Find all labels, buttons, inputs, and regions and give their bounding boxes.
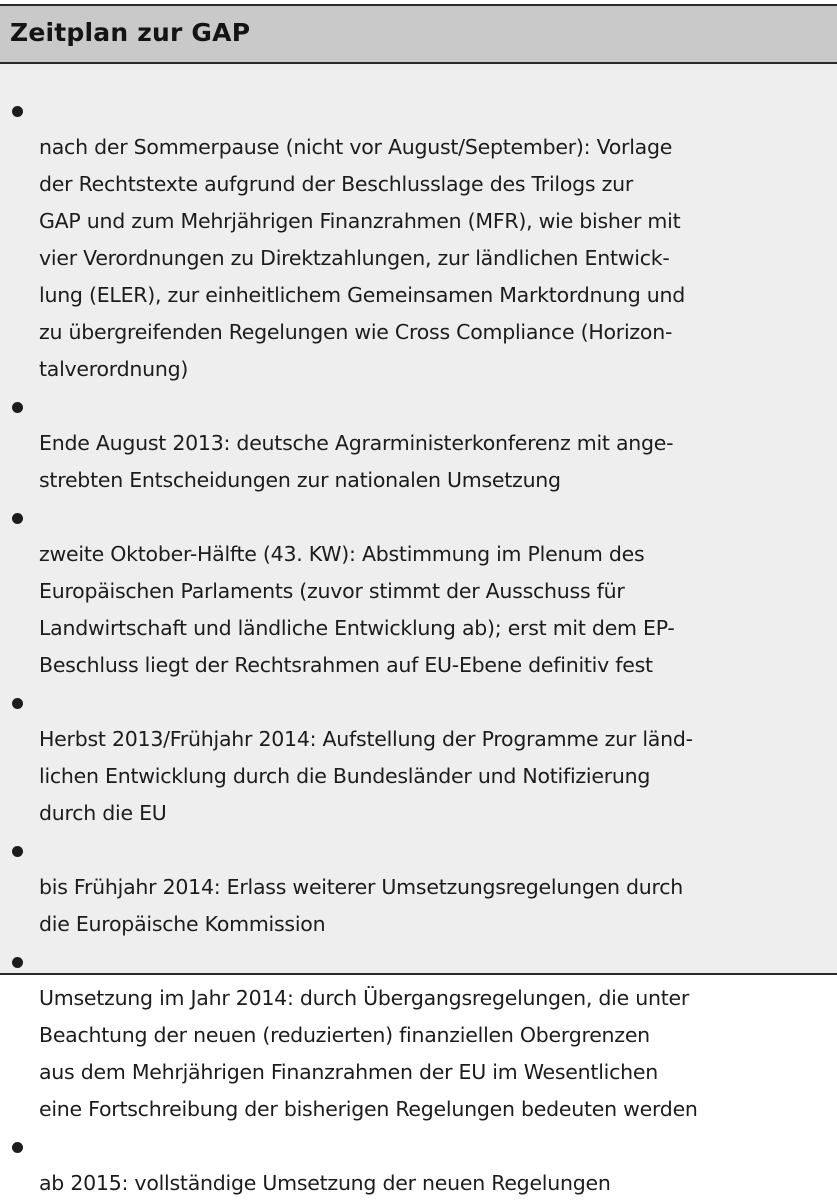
list-item xyxy=(0,388,837,499)
list-item xyxy=(0,1128,837,1202)
list-item xyxy=(0,832,837,943)
bullet-icon xyxy=(12,402,23,413)
list-item-text: ab 2015: vollständige Umsetzung der neuen Regelungen xyxy=(39,1171,611,1195)
list-item xyxy=(0,943,837,1128)
box-title: Zeitplan zur GAP xyxy=(10,18,251,47)
bullet-icon xyxy=(12,957,23,968)
bullet-icon xyxy=(12,1142,23,1153)
list-item-text: Herbst 2013/Frühjahr 2014: Aufstellung der Programme zur länd- lichen Entwicklung durch die Bundesländer und Notifizierung durch die EU xyxy=(39,727,693,825)
list-item-text: Ende August 2013: deutsche Agrarministerkonferenz mit ange- strebten Entscheidungen zur nationalen Umsetzung xyxy=(39,431,674,492)
list-item xyxy=(0,92,837,388)
timeline-box xyxy=(0,4,837,1195)
list-item xyxy=(0,499,837,684)
list-item-text: bis Frühjahr 2014: Erlass weiterer Umsetzungsregelungen durch die Europäische Kommission xyxy=(39,875,683,936)
list-item-text: Umsetzung im Jahr 2014: durch Übergangsregelungen, die unter Beachtung der neuen (reduzierten) finanziellen Obergrenzen aus dem Mehrjährigen Finanzrahmen der EU im Wesentlichen eine Fortschreibung der bisherigen Regelungen bedeuten werden xyxy=(39,986,698,1121)
bullet-icon xyxy=(12,698,23,709)
bullet-list xyxy=(0,92,837,1202)
box-header xyxy=(0,6,837,64)
bullet-icon xyxy=(12,846,23,857)
list-item xyxy=(0,684,837,832)
list-item-text: zweite Oktober-Hälfte (43. KW): Abstimmung im Plenum des Europäischen Parlaments (zuvor stimmt der Ausschuss für Landwirtschaft und ländliche Entwicklung ab); erst mit dem EP- Beschluss liegt der Rechtsrahmen auf EU-Ebene definitiv fest xyxy=(39,542,675,677)
list-item-text: nach der Sommerpause (nicht vor August/September): Vorlage der Rechtstexte aufgrund der Beschlusslage des Trilogs zur GAP und zum Mehrjährigen Finanzrahmen (MFR), wie bisher mit vier Verordnungen zu Direktzahlungen, zur ländlichen Entwick- lung (ELER), zur einheitlichem Gemeinsamen Marktordnung und zu übergreifenden Regelungen wie Cross Compliance (Horizon- talverordnung) xyxy=(39,135,685,381)
bullet-icon xyxy=(12,106,23,117)
bullet-icon xyxy=(12,513,23,524)
box-body xyxy=(0,64,837,1202)
